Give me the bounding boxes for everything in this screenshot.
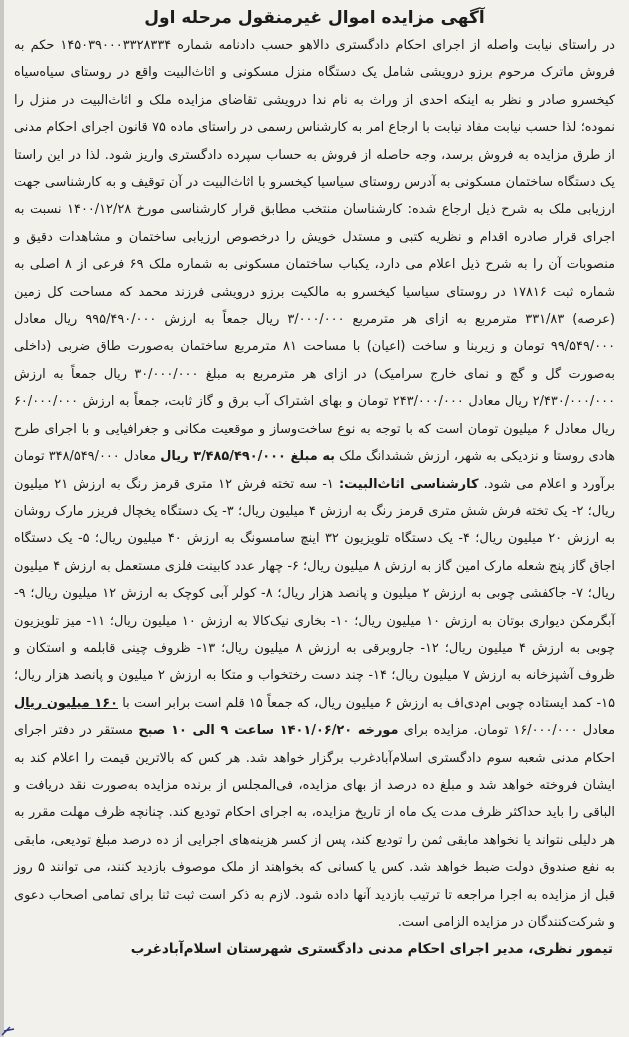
page-edge-shadow <box>0 0 4 1037</box>
furniture-heading: کارشناسی اثاث‌البیت: <box>338 476 479 492</box>
auction-date-time: مورخه ۱۴۰۱/۰۶/۲۰ ساعت ۹ الی ۱۰ صبح <box>138 723 399 739</box>
notice-title: آگهی مزایده اموال غیرمنقول مرحله اول <box>144 8 485 28</box>
body-paragraph-1: در راستای نیابت واصله از اجرای احکام دادگستری دالاهو حسب دادنامه شماره ۱۴۵۰۳۹۰۰۰۳۳۲۸۳۳۴ حکم به فروش ماترک مرحوم برزو درویشی شامل یک دستگاه منزل مسکونی و اثاث‌البیت واقع در روستای سیاه‌سیاه کیخسرو صادر و نظر به اینکه احدی از وراث به نام ندا درویشی تقاضای مزایده ملک و اثاث‌البیت در منزل را نموده؛ لذا حسب نیابت مفاد نیابت با ارجاع امر به کارشناس رسمی در راستای ماده ۷۵ قانون اجرای احکام مدنی از طرق مزایده به فروش برسد، وجه حاصله از فروش به حساب سپرده دادگستری واریز شود. لذا در این راستا یک دستگاه ساختمان مسکونی به آدرس روستای سیاسیا کیخسرو با اثاث‌البیت در آن توقیف و به کارشناسی جهت ارزیابی ملک به شرح ذیل ارجاع شده: کارشناسان منتخب مطابق قرار کارشناسی مورخ ۱۴۰۰/۱۲/۲۸ نسبت به اجرای قرار صادره اقدام و نظریه کتبی و مستدل خویش را درخصوص ارزیابی ساختمان و مشاهدات دقیق و منصوبات آن را به شرح ذیل اعلام می دارد، یکباب ساختمان مسکونی به شماره ملک ۶۹ فرعی از ۸ اصلی به شماره ثبت ۱۷۸۱۶ در روستای سیاسیا کیخسرو به مالکیت برزو درویشی فرزند محمد که مساحت کل زمین (عرصه) ۳۳۱/۸۳ مترمربع به ازای هر مترمربع ۳/۰۰۰/۰۰۰ ریال جمعاً به ارزش ۹۹۵/۴۹۰/۰۰۰ ریال معادل ۹۹/۵۴۹/۰۰۰ تومان و زیربنا و ساخت (اعیان) با مساحت ۸۱ مترمربع ساختمان به‌صورت طاق ضربی (داخلی به‌صورت گل و گچ و نمای خارج سرامیک) در ازای هر مترمربع به مبلغ ۳۰/۰۰۰/۰۰۰ ریال جمعاً به ارزش ۲/۴۳۰/۰۰۰/۰۰۰ ریال معادل ۲۴۳/۰۰۰/۰۰۰ تومان و بهای اشتراک آب برق و گاز ثابت، جمعاً به ارزش ۶۰/۰۰۰/۰۰۰ ریال معادل ۶ میلیون تومان است که با توجه به نوع ساخت‌وساز و موقعیت مکانی و جغرافیایی و با اجرای طرح هادی روستا و نزدیکی به شهر، ارزش ششدانگ ملک <box>14 38 616 465</box>
body-paragraph-2: معادل ۳۴۸/۵۴۹/۰۰۰ تومان برآورد و اعلام می شود. <box>14 449 615 492</box>
pen-stroke-mark <box>0 1007 30 1037</box>
body-paragraph-5: مستقر در دفتر اجرای احکام مدنی شعبه سوم دادگستری اسلام‌آبادغرب برگزار خواهد شد. هر کس که بالاترین قیمت را اعلام کند به ایشان فروخته خواهد شد و مبلغ ده درصد از بهای مزایده، فی‌المجلس از برنده مزایده به‌صورت نقد دریافت و الباقی را باید حداکثر ظرف مدت یک ماه از تاریخ مزایده، به اجرای احکام تودیع کند. چنانچه ظرف مهلت مقرر به هر دلیلی نتواند یا نخواهد مابقی ثمن را تودیع کند، پس از کسر هزینه‌های اجرایی از ده درصد مبلغ تودیعی، مابقی به نفع صندوق دولت ضبط خواهد شد. کس یا کسانی که بخواهند از ملک موصوف بازدید کنند، می توانند ۵ روز قبل از مزایده به اجرا مراجعه تا ترتیب بازدید آنها داده شود. لازم به ذکر است ثبت ثنا برای تمامی اصحاب دعوی و شرکت‌کنندگان در مزایده الزامی است. <box>14 723 616 930</box>
furniture-total-value: ۱۶۰ میلیون ریال <box>14 695 118 711</box>
notice-body <box>14 32 615 936</box>
property-total-value: به مبلغ ۳/۴۸۵/۴۹۰/۰۰۰ ریال <box>160 449 335 465</box>
furniture-list: ۱- سه تخته فرش ۱۲ متری قرمز رنگ به ارزش ۲۱ میلیون ریال؛ ۲- یک تخته فرش شش متری قرمز رنگ به ارزش ۴ میلیون ریال؛ ۳- یک دستگاه یخچال فریزر مارک روشان به ارزش ۲۰ میلیون ریال؛ ۴- یک دستگاه تلویزیون ۳۲ اینچ سامسونگ به ارزش ۴۰ میلیون ریال؛ ۵- یک دستگاه اجاق گاز پنج شعله مارک امین گاز به ارزش ۸ میلیون ریال؛ ۶- چهار عدد کابینت فلزی مستعمل به ارزش ۴ میلیون ریال؛ ۷- جاکفشی چوبی به ارزش ۲ میلیون و پانصد هزار ریال؛ ۸- کولر آبی کوچک به ارزش ۱۲ میلیون ریال؛ ۹- آبگرمکن دیواری بوتان به ارزش ۱۰ میلیون ریال؛ ۱۰- بخاری نیک‌کالا به ارزش ۱۰ میلیون ریال؛ ۱۱- میز تلویزیون چوبی به ارزش ۴ میلیون ریال؛ ۱۲- جاروبرقی به ارزش ۸ میلیون ریال؛ ۱۳- ظروف چینی قابلمه و استکان و ظروف آشپزخانه به ارزش ۷ میلیون ریال؛ ۱۴- چند دست رختخواب و متکا به ارزش ۲ میلیون و پانصد هزار ریال؛ ۱۵- کمد ایستاده چوبی ام‌دی‌اف به ارزش ۶ میلیون ریال، که جمعاً ۱۵ قلم است برابر است با <box>14 476 616 711</box>
body-paragraph-4: معادل ۱۶/۰۰۰/۰۰۰ تومان. مزایده برای <box>398 723 615 739</box>
signature-line: تیمور نظری، مدیر اجرای احکام مدنی دادگستری شهرستان اسلام‌آبادغرب <box>130 941 613 958</box>
